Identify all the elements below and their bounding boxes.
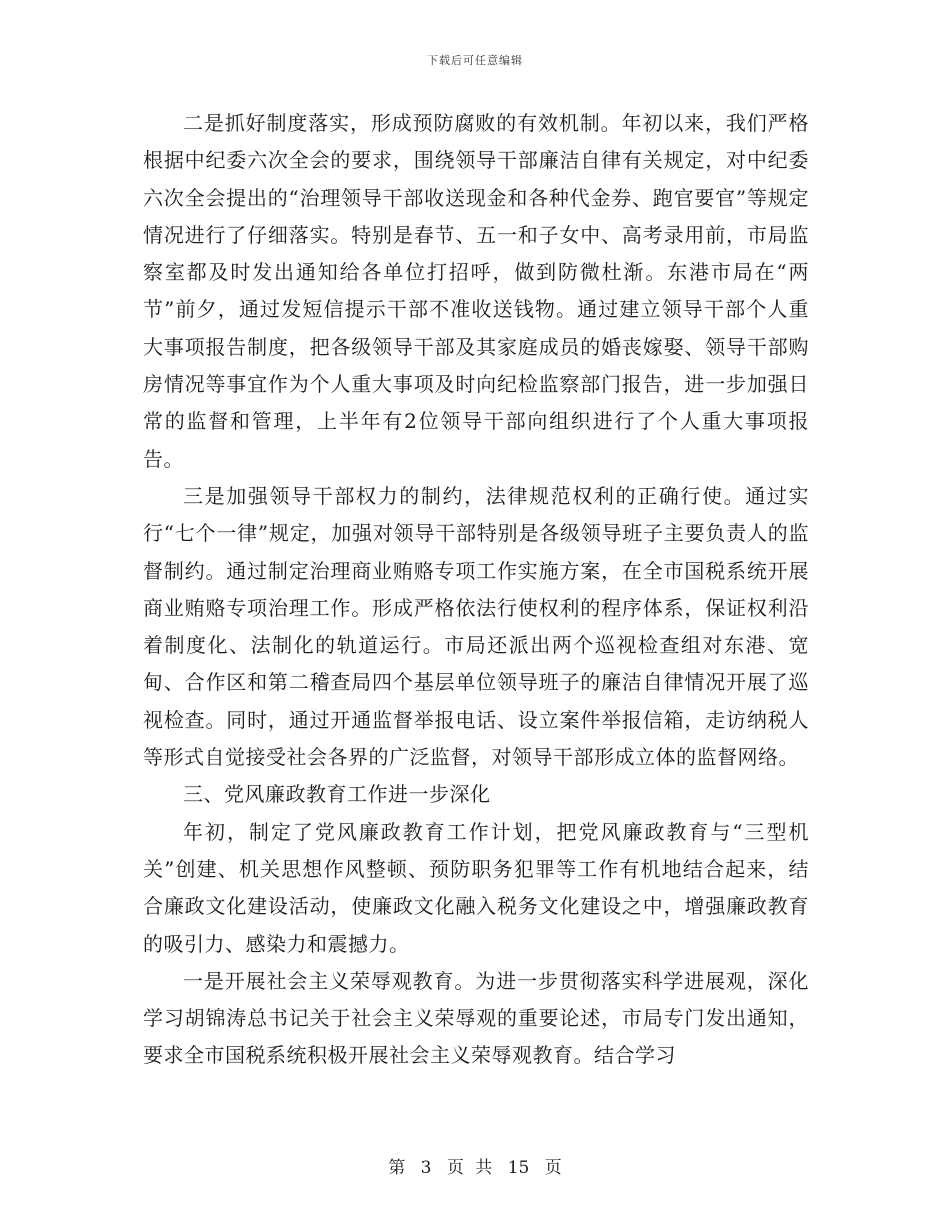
paragraph-education-plan: 年初，制定了党风廉政教育工作计划，把党风廉政教育与“三型机关”创建、机关思想作风整顿、预防职务犯罪等工作有机地结合起来，结合廉政文化建设活动，使廉政文化融入税务文化建设之中，增强廉政教育的吸引力、感染力和震撼力。 [143, 819, 809, 956]
page-footer [0, 1153, 950, 1178]
footer-page-number: 3 [420, 1158, 432, 1178]
footer-middle: 页 共 [446, 1158, 493, 1178]
page-header: 下载后可任意编辑 [427, 54, 523, 67]
footer-prefix: 第 [388, 1158, 406, 1178]
footer-suffix: 页 [544, 1158, 562, 1178]
paragraph-system-implementation: 二是抓好制度落实，形成预防腐败的有效机制。年初以来，我们严格根据中纪委六次全会的要求，围绕领导干部廉洁自律有关规定，对中纪委六次全会提出的“治理领导干部收送现金和各种代金券、跑官要官”等规定情况进行了仔细落实。特别是春节、五一和子女中、高考录用前，市局监察室都及时发出通知给各单位打招呼，做到防微杜渐。东港市局在“两节”前夕，通过发短信提示干部不准收送钱物。通过建立领导干部个人重大事项报告制度，把各级领导干部及其家庭成员的婚丧嫁娶、领导干部购房情况等事宜作为个人重大事项及时向纪检监察部门报告，进一步加强日常的监督和管理，上半年有2位领导干部向组织进行了个人重大事项报告。 [143, 111, 809, 471]
paragraph-power-restriction: 三是加强领导干部权力的制约，法律规范权利的正确行使。通过实行“七个一律”规定，加强对领导干部特别是各级领导班子主要负责人的监督制约。通过制定治理商业贿赂专项工作实施方案，在全市国税系统开展商业贿赂专项治理工作。形成严格依法行使权利的程序体系，保证权利沿着制度化、法制化的轨道运行。市局还派出两个巡视检查组对东港、宽甸、合作区和第二稽查局四个基层单位领导班子的廉洁自律情况开展了巡视检查。同时，通过开通监督举报电话、设立案件举报信箱，走访纳税人等形式自觉接受社会各界的广泛监督，对领导干部形成立体的监督网络。 [143, 483, 809, 770]
paragraph-honor-education: 一是开展社会主义荣辱观教育。为进一步贯彻落实科学进展观，深化学习胡锦涛总书记关于社会主义荣辱观的重要论述，市局专门发出通知，要求全市国税系统积极开展社会主义荣辱观教育。结合学习 [143, 968, 809, 1068]
section-heading-education: 三、党风廉政教育工作进一步深化 [183, 782, 491, 807]
footer-total-pages: 15 [507, 1158, 530, 1178]
document-body [143, 105, 809, 1075]
